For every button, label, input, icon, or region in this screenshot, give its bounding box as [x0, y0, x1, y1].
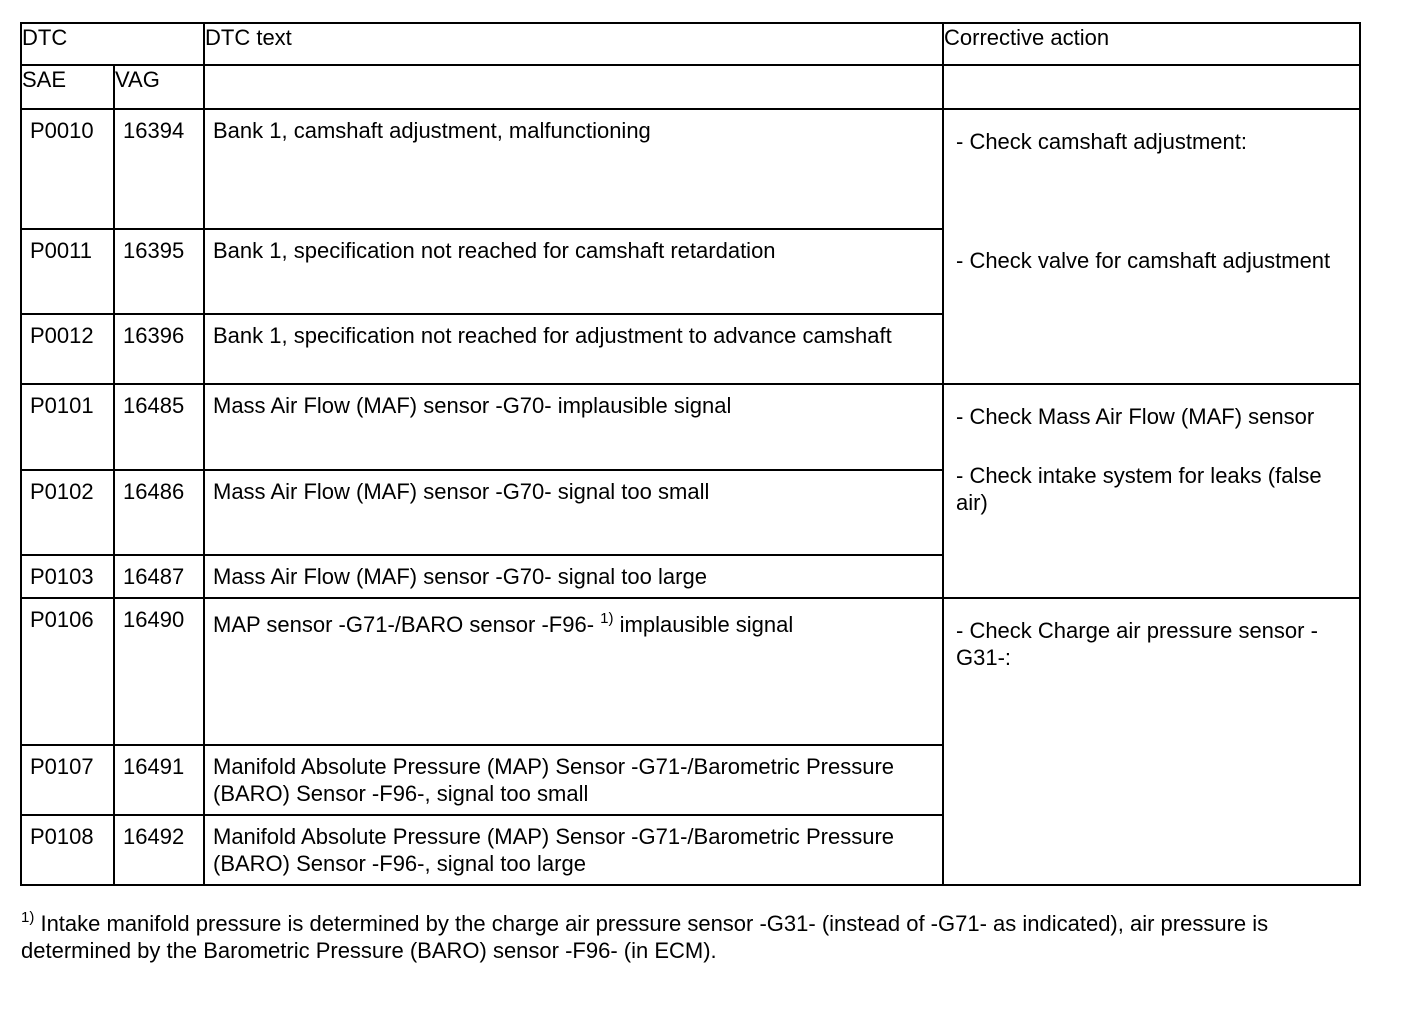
header-corrective-action: Corrective action	[943, 23, 1360, 65]
dtc-description: Manifold Absolute Pressure (MAP) Sensor -G71-/Barometric Pressure (BARO) Sensor -F96-, signal too small	[204, 745, 943, 815]
table-row	[21, 384, 1360, 470]
action-check-maf-sensor: - Check Mass Air Flow (MAF) sensor	[956, 404, 1315, 429]
dtc-description: Mass Air Flow (MAF) sensor -G70- signal too small	[204, 470, 943, 555]
corrective-action-charge-air	[943, 598, 1360, 885]
subheader-vag: VAG	[114, 65, 204, 109]
action-check-camshaft-adjustment: - Check camshaft adjustment:	[956, 129, 1248, 154]
dtc-description-part: implausible signal	[613, 612, 794, 637]
footnote-marker: 1)	[21, 909, 35, 926]
dtc-description: Bank 1, specification not reached for camshaft retardation	[204, 229, 943, 314]
action-check-intake-leaks: - Check intake system for leaks (false air)	[956, 463, 1322, 515]
dtc-description: Bank 1, specification not reached for adjustment to advance camshaft	[204, 314, 943, 384]
dtc-description-part: MAP sensor -G71-/BARO sensor -F96-	[213, 612, 601, 637]
dtc-description: Manifold Absolute Pressure (MAP) Sensor -G71-/Barometric Pressure (BARO) Sensor -F96-, signal too large	[204, 815, 943, 885]
corrective-action-maf	[943, 384, 1360, 598]
subheader-empty-action	[943, 65, 1360, 109]
dtc-description: Mass Air Flow (MAF) sensor -G70- signal too large	[204, 555, 943, 598]
header-dtc: DTC	[21, 23, 204, 65]
vag-code: 16492	[114, 815, 204, 885]
table-row	[21, 109, 1360, 229]
vag-code: 16394	[114, 109, 204, 229]
header-row	[21, 23, 1360, 65]
sae-code: P0106	[21, 598, 114, 745]
vag-code: 16490	[114, 598, 204, 745]
sae-code: P0107	[21, 745, 114, 815]
sae-code: P0010	[21, 109, 114, 229]
sae-code: P0103	[21, 555, 114, 598]
action-check-camshaft-valve: - Check valve for camshaft adjustment	[956, 248, 1331, 273]
corrective-action-camshaft	[943, 109, 1360, 384]
vag-code: 16487	[114, 555, 204, 598]
vag-code: 16396	[114, 314, 204, 384]
footnote-reference: 1)	[600, 610, 614, 627]
sae-code: P0011	[21, 229, 114, 314]
vag-code: 16491	[114, 745, 204, 815]
sae-code: P0108	[21, 815, 114, 885]
dtc-description: Bank 1, camshaft adjustment, malfunctioning	[204, 109, 943, 229]
action-check-charge-air-sensor: - Check Charge air pressure sensor -G31-:	[956, 618, 1318, 670]
vag-code: 16486	[114, 470, 204, 555]
sae-code: P0101	[21, 384, 114, 470]
subheader-row	[21, 65, 1360, 109]
table-row	[21, 598, 1360, 745]
dtc-description: Mass Air Flow (MAF) sensor -G70- implausible signal	[204, 384, 943, 470]
dtc-table	[20, 22, 1361, 886]
subheader-empty-text	[204, 65, 943, 109]
dtc-description	[204, 598, 943, 745]
subheader-sae: SAE	[21, 65, 114, 109]
footnote-text: Intake manifold pressure is determined by the charge air pressure sensor -G31- (instead of -G71- as indicated), air pressure is determined by the Barometric Pressure (BARO) sensor -F96- (in ECM).	[21, 911, 1269, 963]
footnote	[21, 910, 1361, 964]
sae-code: P0102	[21, 470, 114, 555]
sae-code: P0012	[21, 314, 114, 384]
vag-code: 16485	[114, 384, 204, 470]
vag-code: 16395	[114, 229, 204, 314]
header-dtc-text: DTC text	[204, 23, 943, 65]
